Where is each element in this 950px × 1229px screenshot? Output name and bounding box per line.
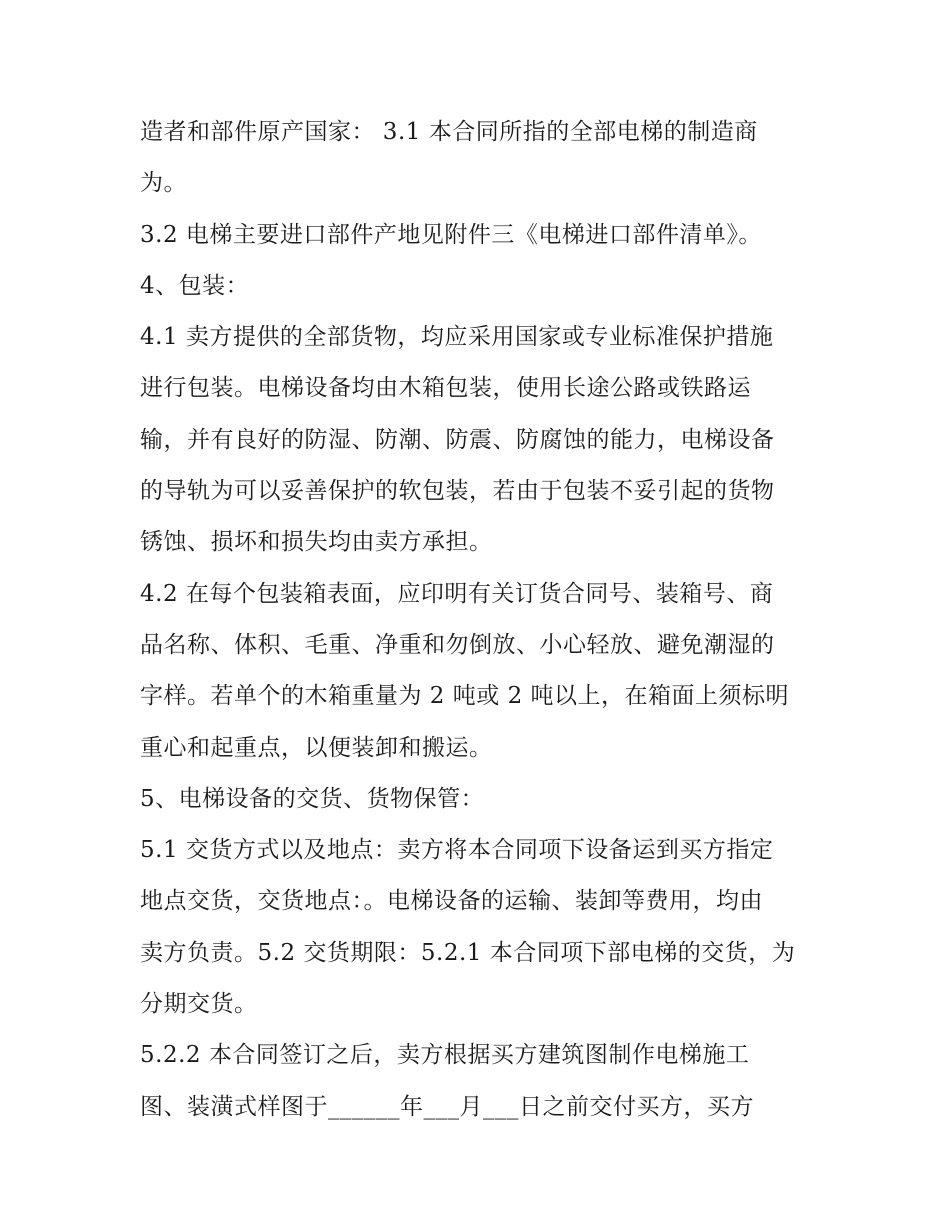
text-line: 5.1 交货方式以及地点：卖方将本合同项下设备运到买方指定 xyxy=(140,837,774,864)
text-line: 4.2 在每个包装箱表面，应印明有关订货合同号、装箱号、商 xyxy=(140,580,774,607)
section-heading: 5、电梯设备的交货、货物保管： xyxy=(140,785,485,812)
document-page xyxy=(140,107,830,1133)
section-heading: 4、包装： xyxy=(140,272,250,299)
text-line: 为。 xyxy=(140,170,187,197)
text-line: 分期交货。 xyxy=(140,991,258,1018)
text-line: 锈蚀、损坏和损失均由卖方承担。 xyxy=(140,529,493,556)
text-line: 卖方负责。5.2 交货期限：5.2.1 本合同项下部电梯的交货，为 xyxy=(140,939,796,966)
text-line: 的导轨为可以妥善保护的软包装，若由于包装不妥引起的货物 xyxy=(140,478,775,505)
text-line: 造者和部件原产国家： 3.1 本合同所指的全部电梯的制造商 xyxy=(140,119,758,145)
text-line: 4.1 卖方提供的全部货物，均应采用国家或专业标准保护措施 xyxy=(140,324,774,351)
text-line: 进行包装。电梯设备均由木箱包装，使用长途公路或铁路运 xyxy=(140,375,751,402)
text-line: 地点交货，交货地点：。电梯设备的运输、装卸等费用，均由 xyxy=(140,888,763,915)
text-line: 图、装潢式样图于______年___月___日之前交付买方，买方 xyxy=(140,1093,754,1120)
text-line: 输，并有良好的防湿、防潮、防震、防腐蚀的能力，电梯设备 xyxy=(140,426,775,453)
text-line: 重心和起重点，以便装卸和搬运。 xyxy=(140,734,493,761)
text-line: 字样。若单个的木箱重量为 2 吨或 2 吨以上，在箱面上须标明 xyxy=(140,683,790,710)
text-line: 5.2.2 本合同签订之后，卖方根据买方建筑图制作电梯施工 xyxy=(140,1042,750,1069)
text-line: 品名称、体积、毛重、净重和勿倒放、小心轻放、避免潮湿的 xyxy=(140,631,775,658)
text-line: 3.2 电梯主要进口部件产地见附件三《电梯进口部件清单》。 xyxy=(140,221,762,248)
